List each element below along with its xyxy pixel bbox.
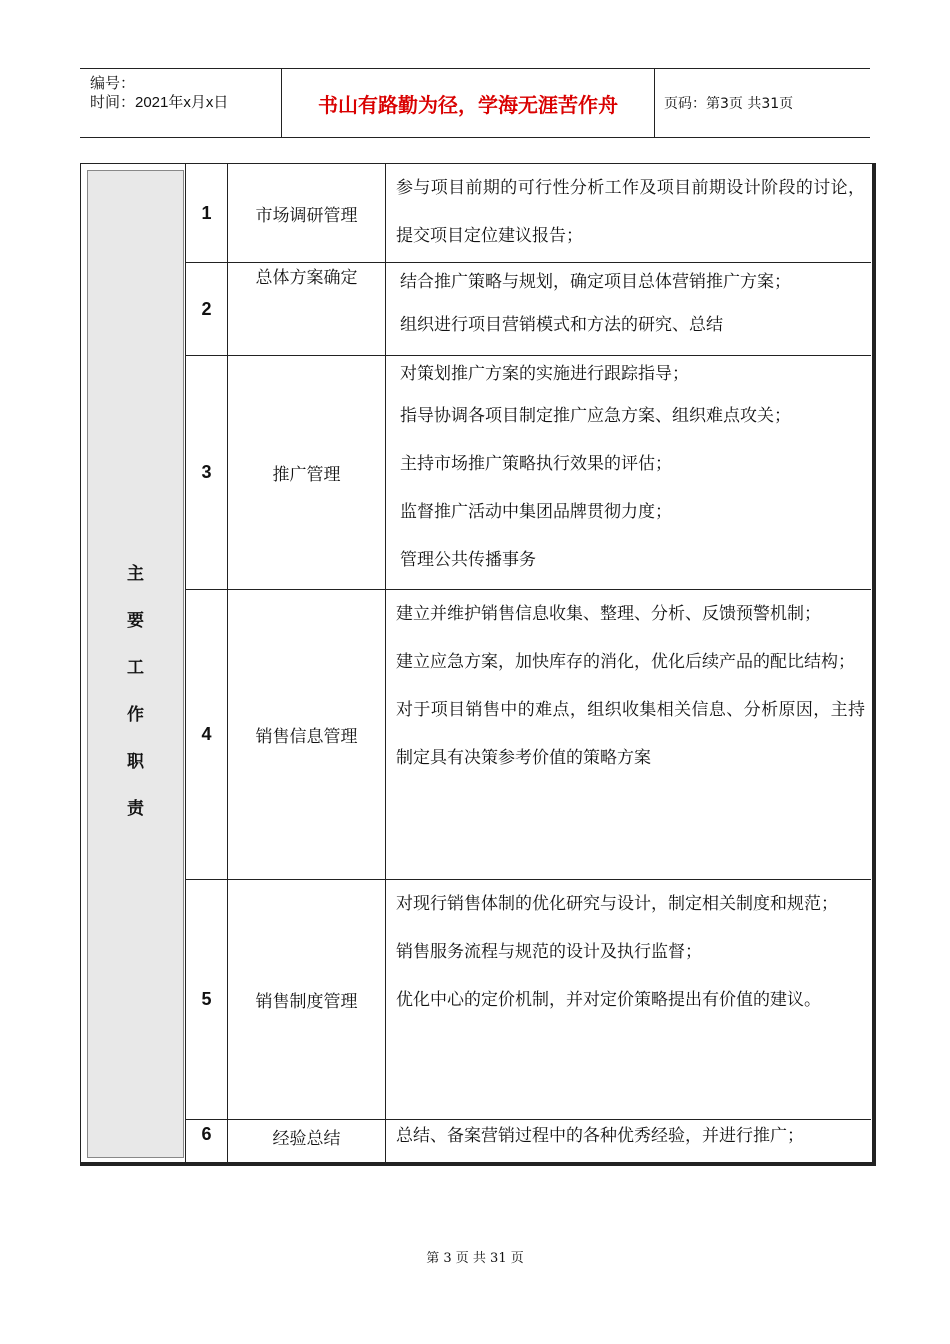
row-description — [386, 164, 871, 262]
description-line: 指导协调各项目制定推广应急方案、组织难点攻关； — [400, 406, 791, 426]
page-header — [80, 68, 870, 138]
table-row — [185, 356, 871, 590]
row-description — [386, 880, 871, 1119]
row-number: 2 — [185, 263, 228, 355]
header-page-info: 页码：第3页 共31页 — [664, 96, 794, 112]
row-number: 5 — [185, 880, 228, 1119]
description-line: 主持市场推广策略执行效果的评估； — [400, 454, 672, 474]
description-line: 监督推广活动中集团品牌贯彻力度； — [400, 502, 672, 522]
row-number: 4 — [185, 590, 228, 879]
description-line: 管理公共传播事务 — [400, 550, 536, 570]
description-line: 组织进行项目营销模式和方法的研究、总结 — [400, 315, 723, 335]
description-line: 建立应急方案，加快库存的消化，优化后续产品的配比结构； — [396, 652, 855, 672]
row-name: 总体方案确定 — [228, 263, 386, 355]
header-meta — [80, 69, 281, 137]
description-line: 对于项目销售中的难点，组织收集相关信息、分析原因，主持制定具有决策参考价值的策略方案 — [396, 700, 865, 768]
description-line: 参与项目前期的可行性分析工作及项目前期设计阶段的讨论，提交项目定位建议报告； — [396, 178, 865, 246]
description-line: 优化中心的定价机制，并对定价策略提出有价值的建议。 — [396, 990, 821, 1010]
table-row — [185, 1120, 871, 1163]
row-description — [386, 1120, 871, 1163]
table-row — [185, 263, 871, 356]
table-row — [185, 164, 871, 263]
row-description — [386, 263, 871, 355]
section-label — [88, 551, 183, 833]
row-number: 6 — [185, 1120, 228, 1163]
section-label-char: 职 — [127, 752, 144, 772]
description-line: 结合推广策略与规划，确定项目总体营销推广方案； — [400, 272, 791, 292]
duties-table — [80, 163, 876, 1166]
row-name: 经验总结 — [228, 1120, 386, 1163]
description-line: 对现行销售体制的优化研究与设计，制定相关制度和规范； — [396, 894, 838, 914]
row-name: 市场调研管理 — [228, 164, 386, 262]
section-label-cell — [87, 170, 184, 1158]
row-number: 1 — [185, 164, 228, 262]
table-row — [185, 590, 871, 880]
table-row — [185, 880, 871, 1120]
section-label-char: 主 — [127, 564, 144, 584]
section-label-char: 工 — [127, 658, 144, 678]
page-footer: 第 3 页 共 31 页 — [426, 1251, 524, 1266]
header-motto: 书山有路勤为径，学海无涯苦作舟 — [281, 69, 655, 137]
section-label-char: 要 — [127, 611, 144, 631]
time-label: 时间：2021年x月x日 — [90, 94, 229, 111]
section-label-char: 责 — [127, 799, 144, 819]
description-line: 建立并维护销售信息收集、整理、分析、反馈预警机制； — [396, 604, 821, 624]
row-name: 销售制度管理 — [228, 880, 386, 1119]
row-description — [386, 356, 871, 589]
row-name: 销售信息管理 — [228, 590, 386, 879]
code-label: 编号： — [90, 75, 136, 92]
row-name: 推广管理 — [228, 356, 386, 589]
description-line: 对策划推广方案的实施进行跟踪指导； — [400, 364, 689, 384]
row-number: 3 — [185, 356, 228, 589]
description-line: 总结、备案营销过程中的各种优秀经验，并进行推广； — [396, 1126, 804, 1146]
section-label-char: 作 — [127, 705, 144, 725]
row-description — [386, 590, 871, 879]
description-line: 销售服务流程与规范的设计及执行监督； — [396, 942, 702, 962]
